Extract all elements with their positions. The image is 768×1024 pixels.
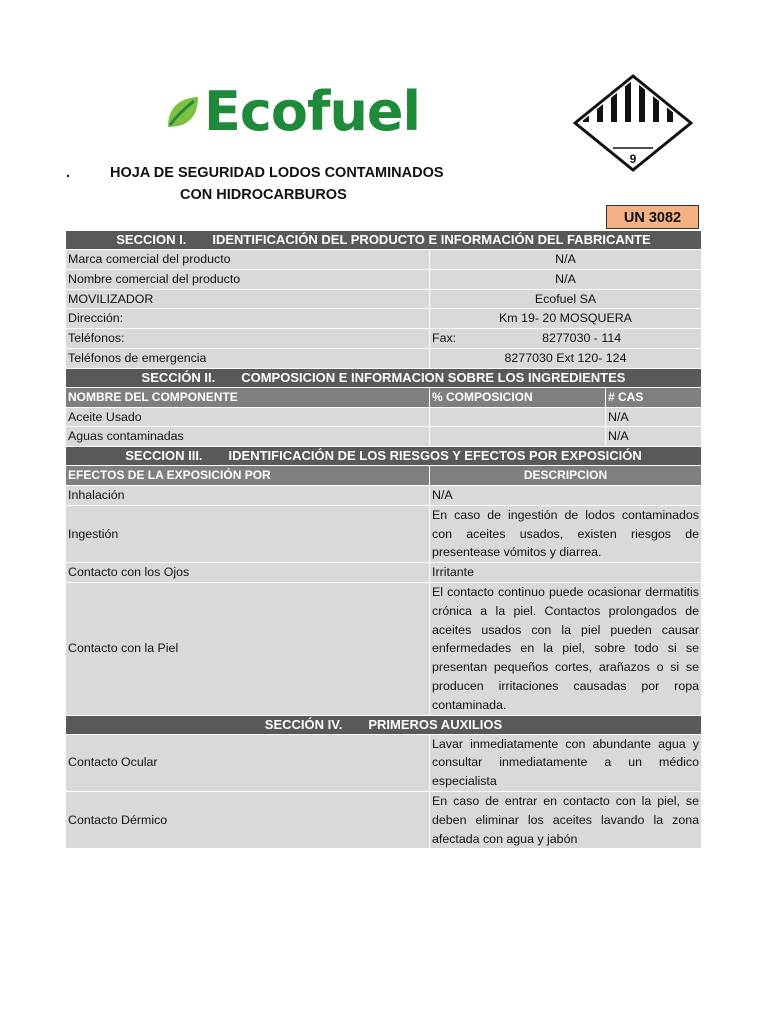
table-row	[66, 269, 702, 289]
title-line-2: CON HIDROCARBUROS	[180, 187, 347, 203]
table-row	[66, 791, 702, 848]
component-cas: N/A	[606, 427, 702, 447]
column-header: EFECTOS DE LA EXPOSICIÓN POR	[66, 466, 430, 486]
logo-text: Ecofuel	[204, 80, 421, 143]
un-number-badge: UN 3082	[606, 205, 699, 229]
row-label: Inhalación	[66, 485, 430, 505]
section-3-header	[66, 447, 702, 466]
component-composition	[430, 427, 606, 447]
column-header: # CAS	[606, 387, 702, 407]
fax-cell	[430, 329, 702, 349]
table-row	[66, 734, 702, 791]
row-value: 8277030 - 114	[542, 331, 622, 346]
row-description: En caso de ingestión de lodos contaminados con aceites usados, existen riesgos de presentease vómitos y diarrea.	[430, 505, 702, 562]
column-header: % COMPOSICION	[430, 387, 606, 407]
leaf-icon	[166, 95, 200, 129]
section-title: PRIMEROS AUXILIOS	[368, 716, 503, 732]
row-description: Irritante	[430, 563, 702, 583]
section-1-header	[66, 231, 702, 250]
row-label: Nombre comercial del producto	[66, 269, 430, 289]
column-header: NOMBRE DEL COMPONENTE	[66, 387, 430, 407]
section-number: SECCION I.	[116, 232, 187, 247]
ecofuel-logo	[166, 82, 420, 142]
section-4-header	[66, 715, 702, 734]
row-label: Marca comercial del producto	[66, 250, 430, 270]
fax-label: Fax:	[432, 331, 457, 346]
row-label: Contacto con los Ojos	[66, 563, 430, 583]
section-number: SECCIÓN II.	[141, 369, 216, 385]
table-row	[66, 407, 702, 427]
row-description: Lavar inmediatamente con abundante agua y consultar inmediatamente a un médico especialista	[430, 734, 702, 791]
row-label: Teléfonos:	[66, 329, 430, 349]
component-name: Aceite Usado	[66, 407, 430, 427]
safety-data-table	[65, 230, 702, 849]
column-header-row	[66, 387, 702, 407]
table-row	[66, 250, 702, 270]
row-label: Contacto Ocular	[66, 734, 430, 791]
component-name: Aguas contaminadas	[66, 427, 430, 447]
row-label: MOVILIZADOR	[66, 289, 430, 309]
hazard-class-number: 9	[629, 152, 637, 166]
table-row	[66, 348, 702, 368]
column-header-row	[66, 466, 702, 486]
section-number: SECCION III.	[125, 448, 203, 464]
column-header: DESCRIPCION	[430, 466, 702, 486]
row-value: Km 19- 20 MOSQUERA	[430, 309, 702, 329]
table-row	[66, 427, 702, 447]
row-value: Ecofuel SA	[430, 289, 702, 309]
component-composition	[430, 407, 606, 427]
row-description: El contacto continuo puede ocasionar dermatitis crónica a la piel. Contactos prolongados de aceites usados con la piel pueden causar enfermedades en la piel, sobre todo si se presentan pequeños cortes, arañazos o si se producen irritaciones causadas por ropa contaminada.	[430, 582, 702, 715]
class-9-hazard-diamond-icon	[573, 74, 693, 172]
section-2-header	[66, 368, 702, 387]
table-row	[66, 485, 702, 505]
table-row	[66, 329, 702, 349]
section-title: IDENTIFICACIÓN DEL PRODUCTO E INFORMACIÓN DEL FABRICANTE	[212, 232, 651, 247]
row-label: Ingestión	[66, 505, 430, 562]
row-value: 8277030 Ext 120- 124	[430, 348, 702, 368]
row-description: N/A	[430, 485, 702, 505]
title-bullet: .	[66, 165, 71, 181]
row-value: N/A	[430, 250, 702, 270]
document-title	[66, 162, 444, 206]
title-line-1: HOJA DE SEGURIDAD LODOS CONTAMINADOS	[110, 165, 444, 181]
row-description: En caso de entrar en contacto con la piel, se deben eliminar los aceites lavando la zona afectada con agua y jabón	[430, 791, 702, 848]
table-row	[66, 505, 702, 562]
component-cas: N/A	[606, 407, 702, 427]
row-label: Contacto con la Piel	[66, 582, 430, 715]
row-label: Dirección:	[66, 309, 430, 329]
row-label: Contacto Dérmico	[66, 791, 430, 848]
section-number: SECCIÓN IV.	[264, 716, 343, 732]
section-title: COMPOSICION E INFORMACION SOBRE LOS INGREDIENTES	[241, 369, 626, 385]
table-row	[66, 582, 702, 715]
table-row	[66, 289, 702, 309]
table-row	[66, 309, 702, 329]
table-row	[66, 563, 702, 583]
row-label: Teléfonos de emergencia	[66, 348, 430, 368]
row-value: N/A	[430, 269, 702, 289]
section-title: IDENTIFICACIÓN DE LOS RIESGOS Y EFECTOS POR EXPOSICIÓN	[228, 448, 642, 464]
